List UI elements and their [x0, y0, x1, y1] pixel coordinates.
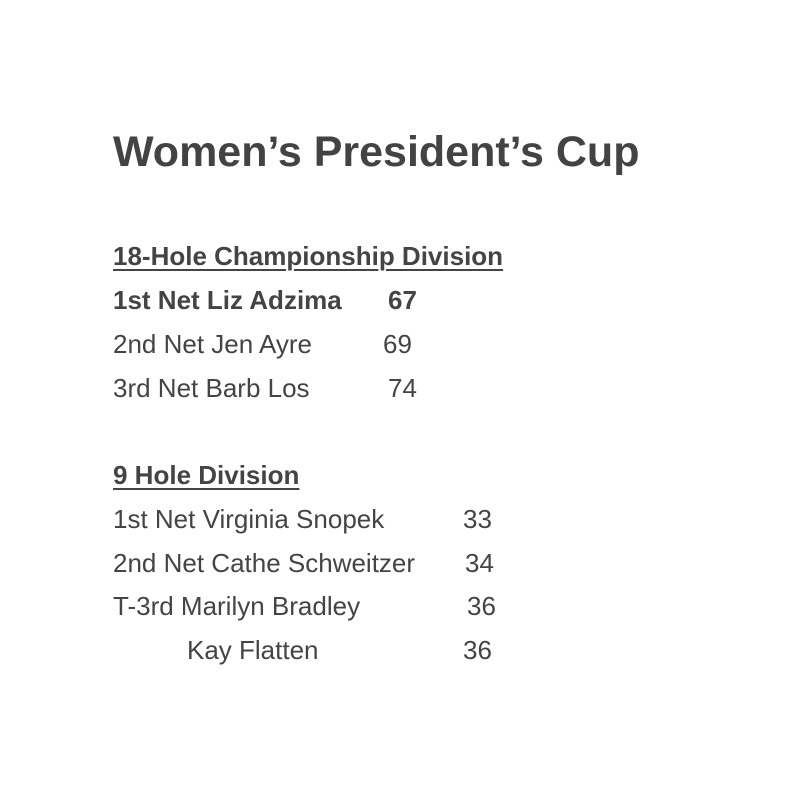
- page-title: Women’s President’s Cup: [113, 128, 640, 176]
- result-score: 34: [465, 548, 494, 578]
- result-score: 36: [463, 635, 492, 665]
- result-place-name: T-3rd Marilyn Bradley: [113, 591, 361, 621]
- result-place-name: 2nd Net Cathe Schweitzer: [113, 548, 416, 578]
- result-score: 74: [388, 373, 417, 403]
- result-score: 36: [467, 591, 496, 621]
- result-place-name: 2nd Net Jen Ayre: [113, 329, 312, 359]
- division-heading: 18-Hole Championship Division: [113, 241, 504, 271]
- result-score: 67: [388, 285, 417, 315]
- result-place-name: 3rd Net Barb Los: [113, 373, 310, 403]
- result-place-name: 1st Net Virginia Snopek: [113, 504, 385, 534]
- result-place-name: Kay Flatten: [187, 635, 319, 665]
- result-score: 33: [463, 504, 492, 534]
- result-score: 69: [383, 329, 412, 359]
- division-heading: 9 Hole Division: [113, 460, 300, 490]
- result-place-name: 1st Net Liz Adzima: [113, 285, 342, 315]
